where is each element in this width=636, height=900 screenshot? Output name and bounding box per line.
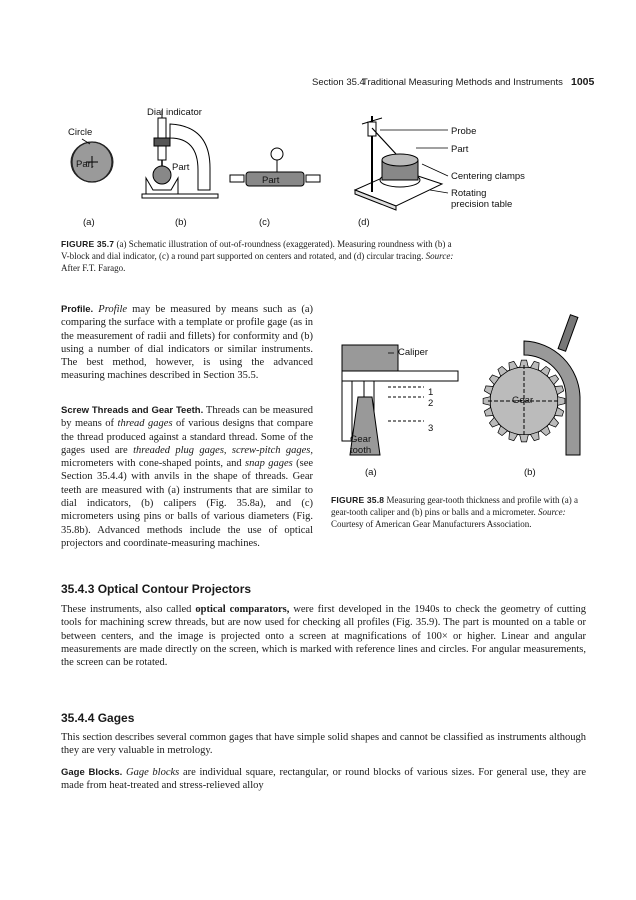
italic-term: snap gages xyxy=(245,458,293,470)
fig357d-drawing xyxy=(355,116,448,210)
caption-source-label: Source: xyxy=(425,251,454,261)
label-precision-table: precision table xyxy=(451,199,513,210)
gage-blocks-paragraph xyxy=(61,766,586,793)
label-centering-clamps: Centering clamps xyxy=(451,171,525,182)
fig357b-drawing xyxy=(142,110,218,198)
figure-label: FIGURE 35.7 xyxy=(61,239,115,249)
caption-source: Courtesy of American Gear Manufacturers Association. xyxy=(331,519,532,529)
gages-paragraph xyxy=(61,731,586,758)
label-gear-tooth-line2: tooth xyxy=(350,445,372,456)
threads-paragraph xyxy=(61,404,313,550)
label-part-c: Part xyxy=(262,175,280,186)
figure-35-7-caption xyxy=(61,238,456,274)
run-in-heading: Gage Blocks. xyxy=(61,767,123,778)
italic-term: threaded plug gages, screw-pitch gages, xyxy=(133,444,313,456)
sublabel-d: (d) xyxy=(358,217,370,228)
caption-source-label: Source: xyxy=(538,507,566,517)
running-header-title: Traditional Measuring Methods and Instruments xyxy=(362,77,563,88)
sublabel-a: (a) xyxy=(365,467,377,478)
label-gear-tooth-line1: Gear xyxy=(350,434,372,445)
run-in-heading: Screw Threads and Gear Teeth. xyxy=(61,405,204,416)
section-heading-35-4-3: 35.4.3 Optical Contour Projectors xyxy=(61,582,252,596)
figure-35-8 xyxy=(328,305,590,491)
paragraph-text: micrometers with cone-shaped points, and xyxy=(61,458,242,470)
label-dial-indicator: Dial indicator xyxy=(147,107,202,118)
italic-term: Gage blocks xyxy=(125,767,180,778)
caption-source: After F.T. Farago. xyxy=(61,263,126,273)
label-probe: Probe xyxy=(451,126,477,137)
gear-tooth-shape xyxy=(520,435,529,442)
label-part-d: Part xyxy=(451,144,469,155)
label-3: 3 xyxy=(428,423,434,434)
section-heading-35-4-4: 35.4.4 Gages xyxy=(61,711,135,725)
caption-text: (a) Schematic illustration of out-of-roundness (exaggerated). Measuring roundness with (b) a V-block and dial indicator, (c) a round part supported on centers and rotated, and (d) circular tracing. xyxy=(61,239,452,261)
caption-text: Measuring gear-tooth thickness and profile with (a) a gear-tooth caliper and (b) pins or balls and a micrometer. xyxy=(331,495,578,517)
paragraph-text: may be measured by means such as (a) comparing the surface with a template or profile gage (as in the measurement of radii and fillets) for conformity and (b) using a number of dial indicators or similar instruments. The best method, however, is using the advanced measuring machines described in Section 35.5. xyxy=(61,304,313,382)
label-circle: Circle xyxy=(68,127,93,138)
gear-tooth-shape xyxy=(558,397,565,406)
label-part-a: Part xyxy=(76,159,94,170)
page-number: 1005 xyxy=(571,76,595,88)
paragraph-text: These instruments, also called xyxy=(61,604,192,615)
sublabel-a: (a) xyxy=(83,217,95,228)
figure-35-8-caption xyxy=(331,494,593,530)
paragraph-text: Threads can be measured by means of xyxy=(61,405,313,430)
paragraph-text: This section describes several common gages that have simple solid shapes and cannot be classified as instruments although they are very valuable in metrology. xyxy=(61,732,586,757)
italic-term: thread gages xyxy=(117,418,173,430)
label-gear: Gear xyxy=(512,395,534,406)
figure-35-7 xyxy=(50,98,610,228)
paragraph-text: were first developed in the 1940s to check the geometry of cutting tools for machining screw threads, but are now used for checking all profiles (Fig. 35.9). The part is mounted on a table or between centers, and the image is projected onto a screen at magnifications of 100× or higher. Linear and angular measurements are made directly on the screen, which is marked with reference lines and circles. For angular measurements, the screen can be rotated. xyxy=(61,604,586,669)
paragraph-text: (see Section 35.4.4) with anvils in the shape of threads. Gear teeth are measured with (a) instruments that are similar to dial indicators, (b) calipers (Fig. 35.8a), and (c) micrometers using pins or balls of various diameters (Fig. 35.8b). Advanced methods include the use of optical projectors and coordinate-measuring machines. xyxy=(61,458,314,549)
label-1: 1 xyxy=(428,387,434,398)
profile-paragraph xyxy=(61,303,313,383)
run-in-heading: Profile. xyxy=(61,304,94,315)
label-2: 2 xyxy=(428,398,434,409)
fig358b-drawing xyxy=(483,315,580,455)
label-part-b: Part xyxy=(172,162,190,173)
label-rotating: Rotating xyxy=(451,188,487,199)
figure-label: FIGURE 35.8 xyxy=(331,495,385,505)
sublabel-b: (b) xyxy=(175,217,187,228)
bold-term: optical comparators, xyxy=(195,604,290,615)
sublabel-b: (b) xyxy=(524,467,536,478)
italic-term: Profile xyxy=(98,304,128,315)
paragraph-text: are individual square, rectangular, or round blocks of various sizes. For general use, they are made from heat-treated and stress-relieved alloy xyxy=(61,767,586,792)
running-header-section: Section 35.4 xyxy=(312,77,365,88)
paragraph-text: of various designs that compare the thread produced against a standard thread. Some of the gages used are xyxy=(61,418,314,456)
label-caliper: Caliper xyxy=(398,347,429,358)
optical-projectors-paragraph xyxy=(61,603,586,669)
sublabel-c: (c) xyxy=(259,217,271,228)
